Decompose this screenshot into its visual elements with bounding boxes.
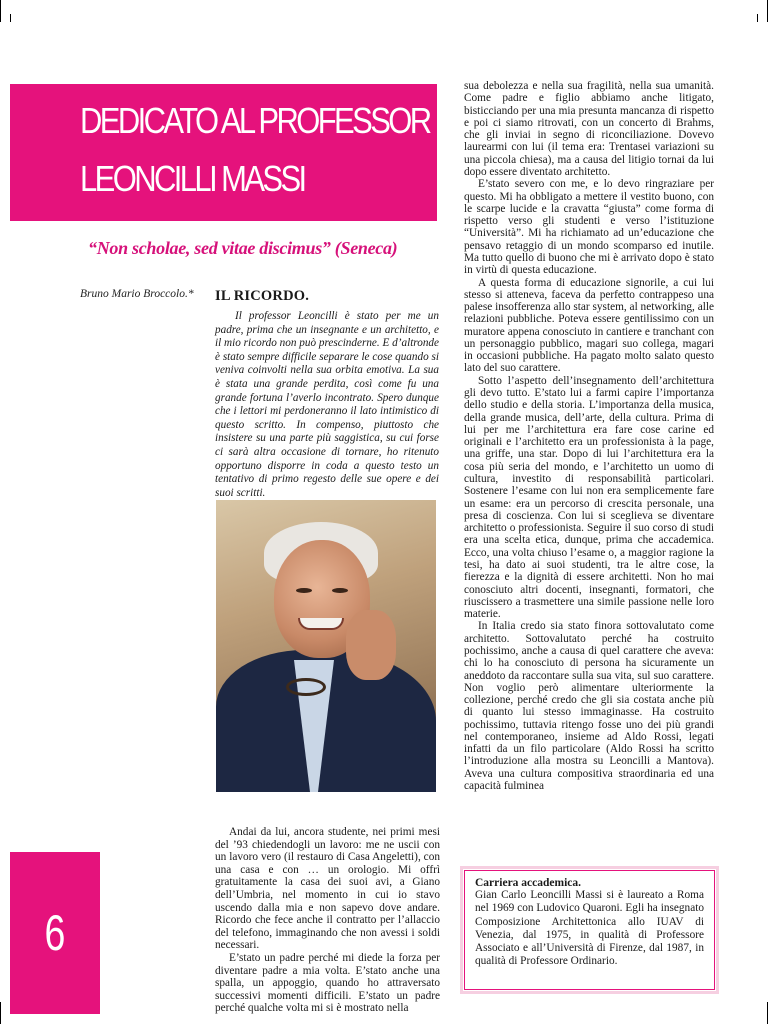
body-paragraph: In Italia credo sia stato finora sottovalutato come architetto. Sottovalutato perché ha costruito pochissimo, anche a causa di quel carattere che aveva: chi lo ha conosciuto di persona ha sicuramente un aneddoto da raccontare sulla sua vita, sul suo carattere. Non voglio però alimentare ulteriormente la collezione, perché credo che gli sia costata anche più di quanto lui stesso immaginasse. Ha costruito pochissimo, tuttavia ritengo fosse uno dei più grandi nel contemporaneo, insieme ad Aldo Rossi, legati infatti da un filo particolare (Aldo Rossi ha scritto l’introduzione alla mostra su Leoncilli a Mantova). Aveva una cultura compositiva straordinaria ed una capacità fulminea	[464, 620, 714, 793]
career-sidebar-box	[464, 870, 715, 990]
title-line-2: LEONCILLI MASSI	[80, 158, 305, 199]
lower-left-column	[215, 826, 440, 1015]
author-byline: Bruno Mario Broccolo.*	[80, 288, 194, 300]
intro-paragraph: Il professor Leoncilli è stato per me un padre, prima che un insegnante e un architetto, e il mio ricordo non può prescinderne. E d’altronde è stato sempre difficile separare le cose quando si veniva coinvolti nella sua orbita emotiva. La sua è stata una grande perdita, così come fu una grande fortuna l’averlo incontrato. Spero dunque che i lettori mi perdoneranno il lato intimistico di questo scritto. In compenso, piuttosto che insistere su una parte più saggistica, su cui forse ci sarà altra occasione di tornare, ho ritenuto opportuno disporre in coda a questo testo un tentativo di primo regesto delle sue opere e dei suoi scritti.	[215, 310, 439, 499]
body-paragraph: E’stato un padre perché mi diede la forza per diventare padre a mia volta. E’stato anche una spalla, un appoggio, quando ho attraversato successivi momenti difficili. E’stato un padre perché qualche volta mi si è mostrato nella	[215, 951, 440, 1015]
photo-smile	[298, 618, 344, 630]
body-paragraph: Andai da lui, ancora studente, nei primi mesi del ’93 chiedendogli un lavoro: me ne uscii con un lavoro vero (il restauro di Casa Angeletti), con una casa e con … un orologio. Mi offrì gratuitamente la casa dei suoi avi, a Giano dell’Umbria, nel momento in cui io stavo uscendo dalla mia e non sapevo dove andare. Ricordo che fece anche il contratto per l’allaccio del telefono, immaginando che non avessi i soldi necessari.	[215, 826, 440, 952]
title-line-1: DEDICATO AL PROFESSOR	[80, 100, 430, 141]
career-title: Carriera accademica.	[475, 877, 582, 889]
crop-mark-top-left	[0, 0, 22, 22]
body-paragraph: E’stato severo con me, e lo devo ringraziare per questo. Mi ha obbligato a mettere il vestito buono, con le scarpe lucide e la cravatta “giusta” come forma di rispetto verso gli studenti e verso l’istituzione “Università”. Mi ha richiamato ad un’educazione che pensavo retaggio di un mondo scomparso ed inutile. Ma tutto quello di buono che mi è arrivato dopo è stato in virtù di questa educazione.	[464, 178, 714, 277]
right-column	[464, 80, 714, 792]
photo-eye	[332, 588, 348, 593]
photo-hand	[346, 610, 396, 680]
portrait-photo	[216, 500, 436, 792]
career-text: Gian Carlo Leoncilli Massi si è laureato a Roma nel 1969 con Ludovico Quaroni. Egli ha insegnato Composizione Architettonica allo IUAV di Venezia, dal 1975, in qualità di Professore Associato e all’Università di Firenze, dal 1987, in qualità di Professore Ordinario.	[475, 889, 704, 968]
page-number-tab	[10, 852, 100, 1014]
body-paragraph: sua debolezza e nella sua fragilità, nella sua umanità. Come padre e figlio abbiamo anche litigato, bisticciando per una mia presunta mancanza di rispetto e poi ci siamo ritrovati, con un concerto di Brahms, che gli inviai in segno di riconciliazione. Dovevo laurearmi con lui (il tema era: Trentasei variazioni su una piccola chiesa), ma a causa del litigio tornai da lui dopo essere diventato architetto.	[464, 80, 714, 178]
crop-tick	[757, 14, 758, 22]
crop-tick	[10, 14, 11, 22]
page-number: 6	[44, 905, 66, 961]
photo-eye	[296, 588, 312, 593]
epigraph-quote: “Non scholae, sed vitae discimus” (Seneca)	[88, 238, 398, 258]
body-paragraph: A questa forma di educazione signorile, a cui lui stesso si atteneva, faceva da perfetto contrappeso una palese insofferenza allo star system, al networking, alle relazioni pubbliche. Poteva essere gentilissimo con un muratore appena conosciuto in cantiere e tranchant con un personaggio pubblico, magari suo collega, magari in occasioni pubbliche. Ha pagato molto salato questo lato del suo carattere.	[464, 276, 714, 375]
section-heading: IL RICORDO.	[215, 288, 310, 304]
crop-mark-bottom-right	[746, 1002, 768, 1024]
title-banner	[10, 84, 437, 221]
body-paragraph: Sotto l’aspetto dell’insegnamento dell’architettura gli devo tutto. E’stato lui a farmi capire l’importanza dello studio e della storia. L’importanza della musica, della grande musica, dell’arte, della cultura. Prima di lui per me l’architettura era fare cose carine ed originali e l’architetto era un professionista à la page, una griffe, una star. Dopo di lui l’architettura era la cosa più seria del mondo, e l’architetto un uomo di cultura, investito di responsabilità particolari. Sostenere l’esame con lui non era semplicemente fare un esame: era un percorso di crescita personale, una presa di coscienza. Con lui si sceglieva se diventare architetto o professionista. Seguire il suo corso di studi era una scelta etica, dunque, prima che accademica. Ecco, una volta chiuso l’esame o, a maggior ragione la tesi, ha dato ai suoi studenti, tra le altre cose, la fierezza e la dignità di essere architetti. Non ho mai conosciuto altri docenti, insegnanti, formatori, che riuscissero a trasmettere una simile passione nelle loro materie.	[464, 374, 714, 621]
photo-glasses	[286, 678, 326, 696]
